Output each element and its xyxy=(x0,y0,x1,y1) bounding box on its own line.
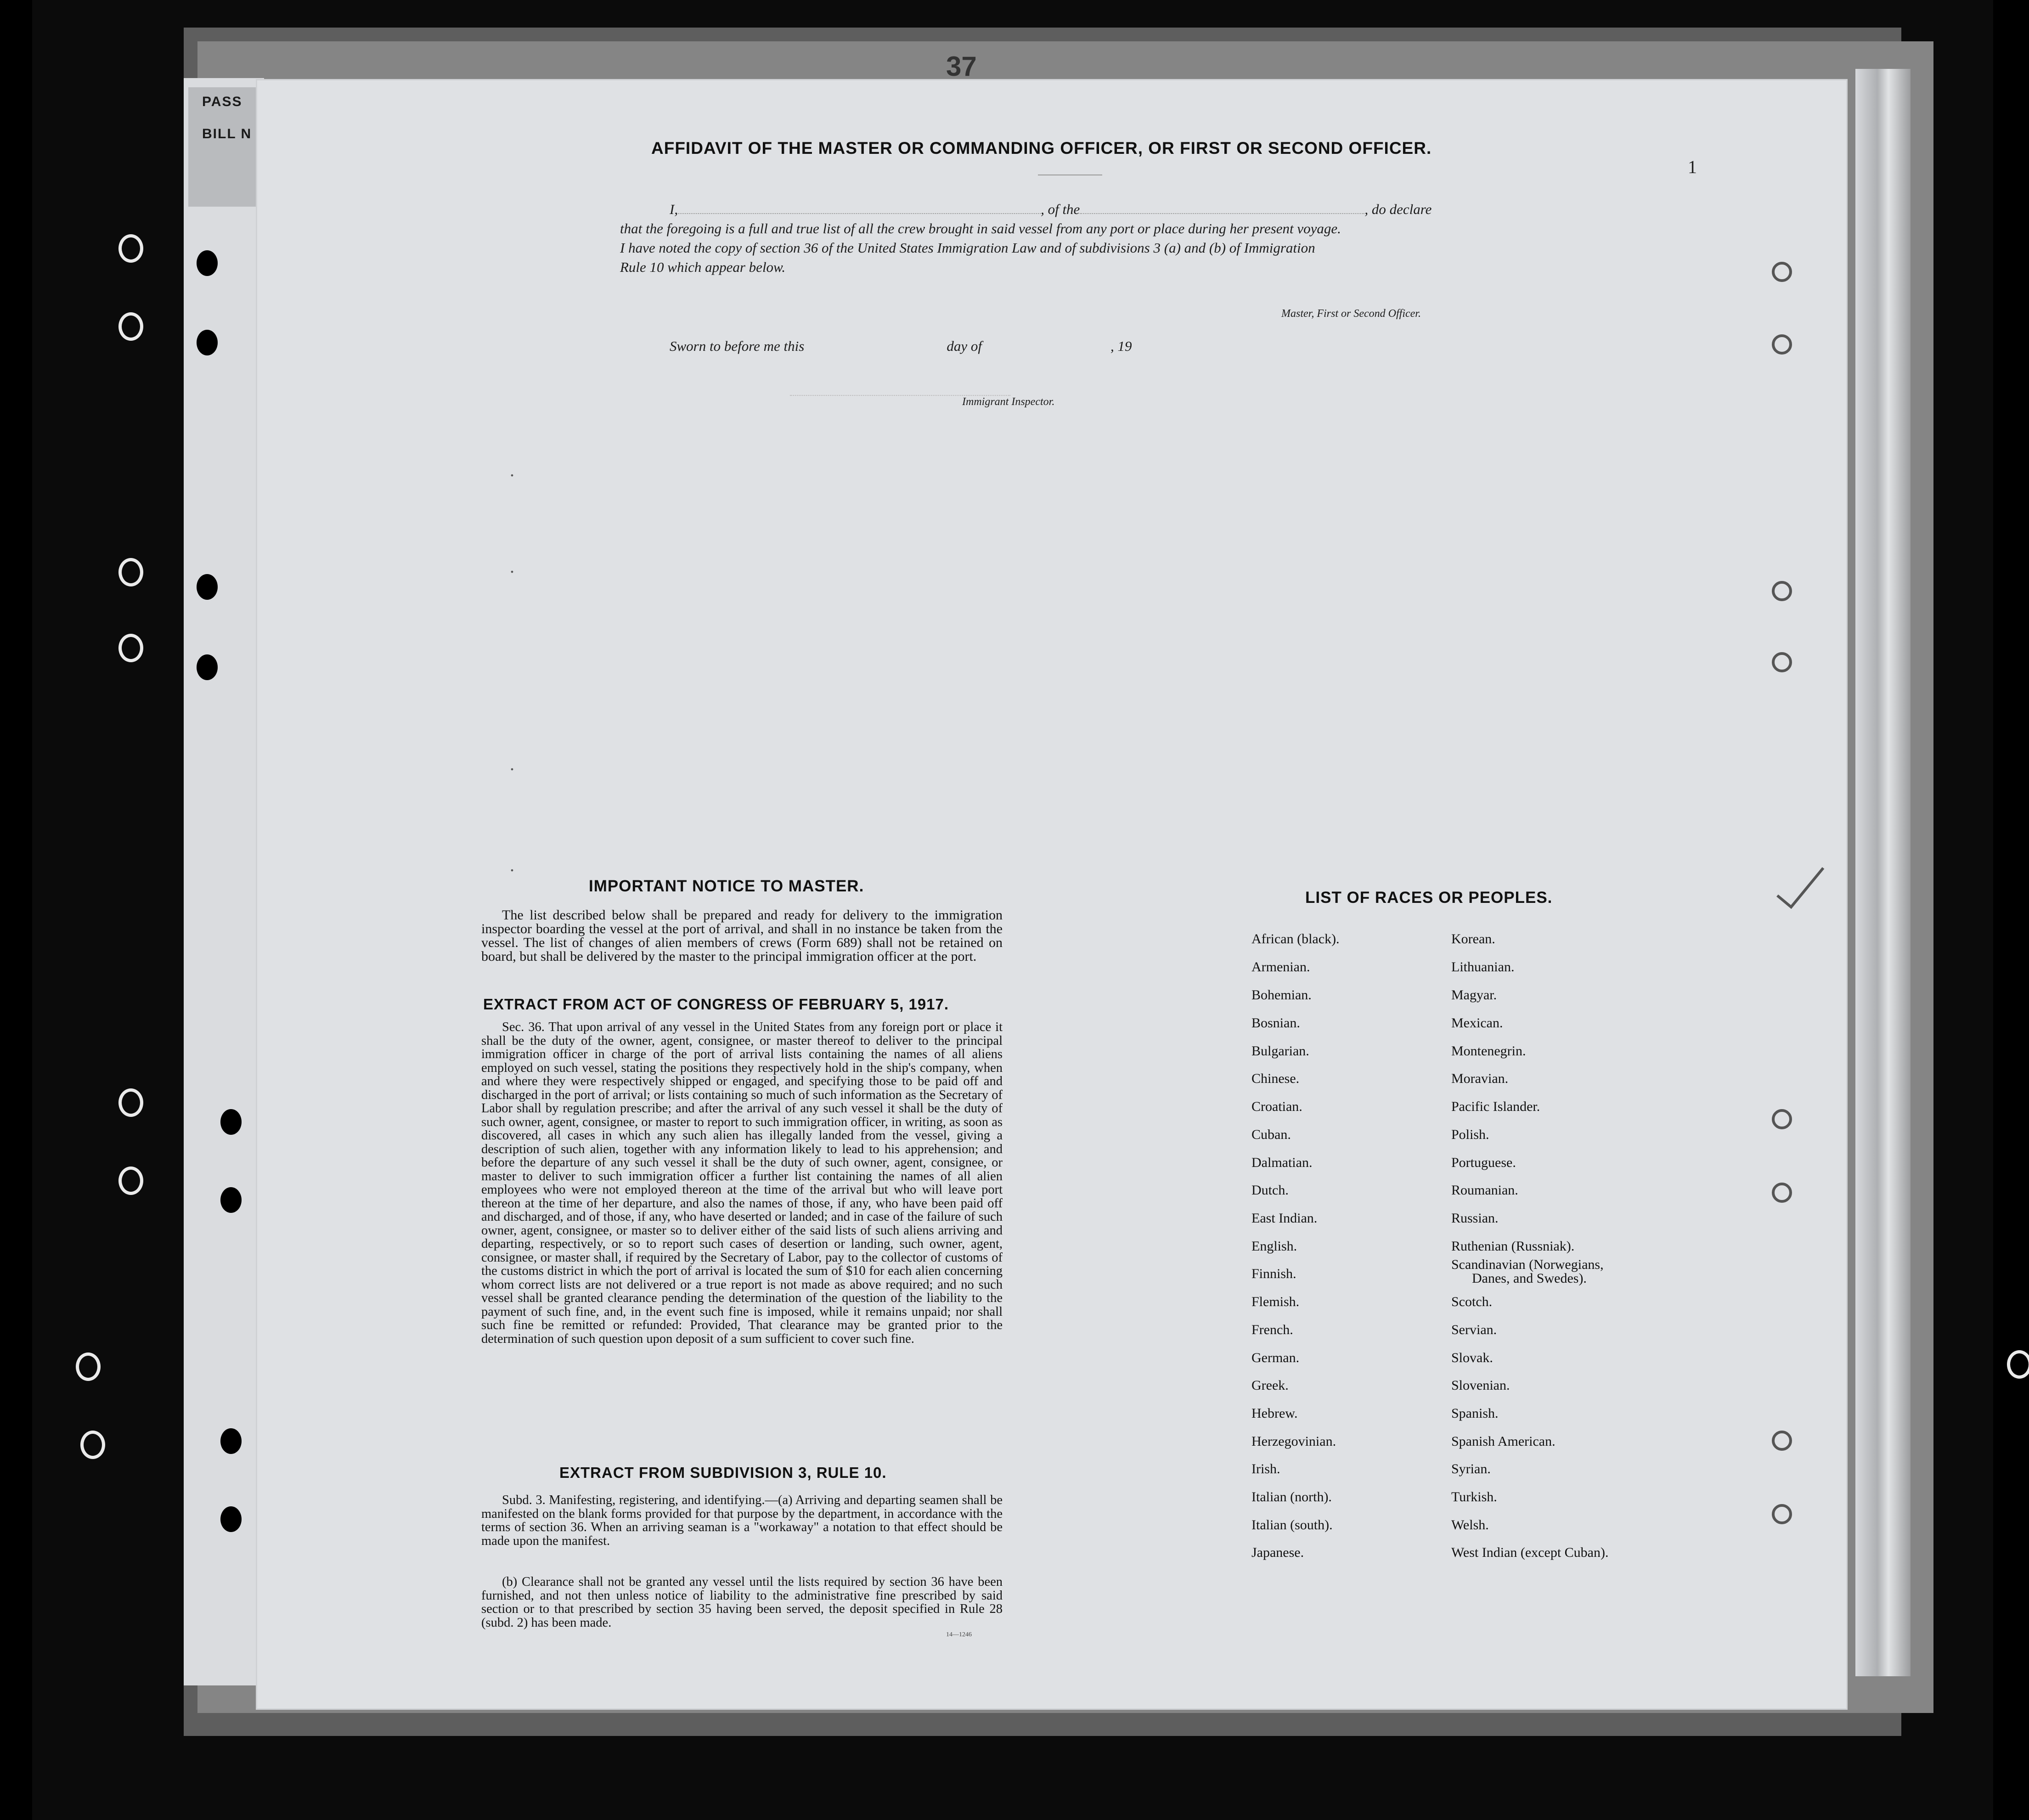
race-item: Portuguese. xyxy=(1451,1155,1516,1170)
punch-hole xyxy=(197,654,218,680)
affidavit-do-declare: , do declare xyxy=(1364,201,1432,217)
rule-title: EXTRACT FROM SUBDIVISION 3, RULE 10. xyxy=(559,1464,887,1481)
punch-hole xyxy=(220,1506,242,1532)
race-item: Bohemian. xyxy=(1251,987,1312,1003)
punch-hole xyxy=(1772,262,1792,282)
stamp-number: 37 xyxy=(946,51,977,82)
punch-hole xyxy=(1772,652,1792,672)
page-marker: 1 xyxy=(1688,157,1697,177)
race-item: Pacific Islander. xyxy=(1451,1099,1540,1114)
race-item: Scandinavian (Norwegians, xyxy=(1451,1257,1604,1272)
race-item-continued: Danes, and Swedes). xyxy=(1472,1271,1587,1286)
affidavit-i: I, xyxy=(670,201,678,217)
race-item: Greek. xyxy=(1251,1378,1289,1393)
punch-hole xyxy=(118,558,143,586)
sworn-line xyxy=(670,338,1132,355)
race-item: Ruthenian (Russniak). xyxy=(1451,1239,1575,1254)
stub-label-2: BILL N xyxy=(202,126,252,141)
punch-hole xyxy=(118,1166,143,1195)
race-item: Bosnian. xyxy=(1251,1015,1300,1031)
race-item: Polish. xyxy=(1451,1127,1489,1142)
punch-hole xyxy=(220,1187,242,1213)
vessel-name-field[interactable] xyxy=(1080,213,1364,214)
race-item: Moravian. xyxy=(1451,1071,1509,1086)
affidavit-line-3: I have noted the copy of section 36 of the United States Immigration Law and of subdivisions 3 (a) and (b) of Immigration xyxy=(620,240,1315,256)
race-item: Spanish. xyxy=(1451,1406,1499,1421)
races-title: LIST OF RACES OR PEOPLES. xyxy=(1305,889,1553,907)
punch-hole xyxy=(2007,1350,2029,1379)
signature-label: Master, First or Second Officer. xyxy=(1281,308,1421,320)
punch-hole xyxy=(1772,1504,1792,1524)
race-item: Scotch. xyxy=(1451,1294,1493,1309)
manifest-page xyxy=(257,80,1846,1708)
race-item: Russian. xyxy=(1451,1211,1499,1226)
affidavit-line-2: that the foregoing is a full and true list of all the crew brought in said vessel from any port or place during her present voyage. xyxy=(620,220,1341,237)
master-name-field[interactable] xyxy=(678,213,1041,214)
affidavit-line-4: Rule 10 which appear below. xyxy=(620,259,786,275)
affidavit-line-1 xyxy=(670,201,1432,218)
punch-hole xyxy=(1772,334,1792,355)
right-page-edges xyxy=(1855,69,1911,1676)
sworn-month-field[interactable] xyxy=(982,350,1110,351)
race-item: Finnish. xyxy=(1251,1266,1296,1281)
punch-hole xyxy=(1772,1183,1792,1203)
sworn-day-field[interactable] xyxy=(804,350,947,351)
sworn-day-of: day of xyxy=(947,338,982,354)
race-item: Hebrew. xyxy=(1251,1406,1298,1421)
sworn-prefix: Sworn to before me this xyxy=(670,338,805,354)
film-edge-left xyxy=(0,0,32,1820)
punch-hole xyxy=(220,1109,242,1135)
race-item: Turkish. xyxy=(1451,1489,1497,1504)
race-item: Spanish American. xyxy=(1451,1434,1556,1449)
punch-hole xyxy=(76,1352,101,1381)
race-item: Croatian. xyxy=(1251,1099,1302,1114)
form-number: 14—1246 xyxy=(946,1631,972,1638)
race-item: Dalmatian. xyxy=(1251,1155,1313,1170)
bleed-through-mark: . xyxy=(510,855,514,875)
affidavit-title: AFFIDAVIT OF THE MASTER OR COMMANDING OFFICER, OR FIRST OR SECOND OFFICER. xyxy=(651,139,1432,158)
bleed-through-mark: . xyxy=(510,460,514,480)
race-item: Herzegovinian. xyxy=(1251,1434,1336,1449)
race-item: Italian (south). xyxy=(1251,1517,1333,1533)
race-item: Magyar. xyxy=(1451,987,1497,1003)
race-item: Montenegrin. xyxy=(1451,1043,1526,1059)
notice-body: The list described below shall be prepared and ready for delivery to the immigration inspector boarding the vessel at the port of arrival, and shall in no instance be taken from the vessel. The list of changes of alien members of crews (Form 689) shall not be retained on board, but shall be delivered by the master to the principal immigration officer at the port. xyxy=(481,907,1003,964)
race-item: Korean. xyxy=(1451,931,1495,947)
race-item: Irish. xyxy=(1251,1461,1280,1476)
race-item: French. xyxy=(1251,1322,1293,1337)
race-item: East Indian. xyxy=(1251,1211,1318,1226)
race-item: Lithuanian. xyxy=(1451,959,1515,975)
affidavit-of-the: , of the xyxy=(1041,201,1080,217)
notice-title: IMPORTANT NOTICE TO MASTER. xyxy=(589,877,864,895)
sworn-year: , 19 xyxy=(1110,338,1132,354)
film-edge-right xyxy=(1993,0,2029,1820)
race-item: Dutch. xyxy=(1251,1183,1289,1198)
race-item: German. xyxy=(1251,1350,1300,1365)
race-item: Bulgarian. xyxy=(1251,1043,1309,1059)
race-item: Welsh. xyxy=(1451,1517,1489,1533)
race-item: Syrian. xyxy=(1451,1461,1491,1476)
punch-hole xyxy=(197,250,218,276)
bleed-through-mark: . xyxy=(510,754,514,774)
punch-hole xyxy=(118,1088,143,1117)
rule-body-a: Subd. 3. Manifesting, registering, and identifying.—(a) Arriving and departing seamen shall be manifested on the blank forms provided for that purpose by the department, in accordance with the terms of section 36. When an arriving seaman is a "workaway" a notation to that effect should be made upon the manifest. xyxy=(481,1493,1003,1548)
race-item: African (black). xyxy=(1251,931,1340,947)
punch-hole xyxy=(118,634,143,662)
punch-hole xyxy=(1772,1109,1792,1129)
race-item: Armenian. xyxy=(1251,959,1310,975)
punch-hole xyxy=(197,574,218,600)
race-item: Slovenian. xyxy=(1451,1378,1510,1393)
race-item: Servian. xyxy=(1451,1322,1497,1337)
race-item: Mexican. xyxy=(1451,1015,1503,1031)
punch-hole xyxy=(1772,1431,1792,1451)
punch-hole xyxy=(1772,581,1792,601)
punch-hole xyxy=(118,312,143,341)
race-item: Roumanian. xyxy=(1451,1183,1518,1198)
race-item: Italian (north). xyxy=(1251,1489,1332,1504)
race-item: Chinese. xyxy=(1251,1071,1300,1086)
pen-check-mark xyxy=(1773,863,1828,914)
inspector-label: Immigrant Inspector. xyxy=(962,396,1055,408)
race-item: Flemish. xyxy=(1251,1294,1300,1309)
bleed-through-mark: . xyxy=(510,556,514,577)
race-item: English. xyxy=(1251,1239,1297,1254)
race-item: Cuban. xyxy=(1251,1127,1291,1142)
punch-hole xyxy=(197,330,218,355)
punch-hole xyxy=(220,1428,242,1454)
race-item: West Indian (except Cuban). xyxy=(1451,1545,1609,1560)
act-title: EXTRACT FROM ACT OF CONGRESS OF FEBRUARY 5, 1917. xyxy=(483,996,949,1013)
stub-label-1: PASS xyxy=(202,94,242,109)
rule-body-b: (b) Clearance shall not be granted any vessel until the lists required by section 36 have been furnished, and not then unless notice of liability to the administrative fine prescribed by said section or to that prescribed by section 35 having been served, the deposit specified in Rule 28 (subd. 2) has been made. xyxy=(481,1575,1003,1630)
punch-hole xyxy=(80,1431,105,1459)
race-item: Japanese. xyxy=(1251,1545,1304,1560)
punch-hole xyxy=(118,234,143,263)
act-body: Sec. 36. That upon arrival of any vessel in the United States from any foreign port or place it shall be the duty of the owner, agent, consignee, or master thereof to deliver to the principal immigration officer in charge of the port of arrival lists containing the names of all aliens employed on such vessel, stating the positions they respectively hold in the ship's company, when and where they were respectively shipped or engaged, and specifying those to be paid off and discharged in the port of arrival; or lists containing so much of such information as the Secretary of Labor shall by regulation prescribe; and after the arrival of any such vessel it shall be the duty of such owner, agent, consignee, or master to report to such immigration officer, in writing, as soon as discovered, all cases in which any such alien has illegally landed from the vessel, giving a description of such alien, together with any information likely to lead to his apprehension; and before the departure of any such vessel it shall be the duty of such owner, agent, consignee, or master to deliver to such immigration officer a further list containing the names of all alien employees who were not employed thereon at the time of the arrival but who will leave port thereon at the time of her departure, and also the names of those, if any, who have been paid off and discharged, and of those, if any, who have deserted or landed; and in case of the failure of such owner, agent, consignee, or master so to deliver either of the said lists of such aliens arriving and departing, respectively, or so to report such cases of desertion or landing, such owner, agent, consignee, or master shall, if required by the Secretary of Labor, pay to the collector of customs of the customs district in which the port of arrival is located the sum of $10 for each alien concerning whom correct lists are not delivered or a true report is not made as above required; and no such vessel shall be granted clearance pending the determination of the question of the liability to the payment of such fine, and, in the event such fine is imposed, while it remains unpaid; nor shall such fine be remitted or refunded: Provided, That clearance may be granted prior to the determination of such question upon deposit of a sum sufficient to cover such fine. xyxy=(481,1020,1003,1346)
race-item: Slovak. xyxy=(1451,1350,1493,1365)
